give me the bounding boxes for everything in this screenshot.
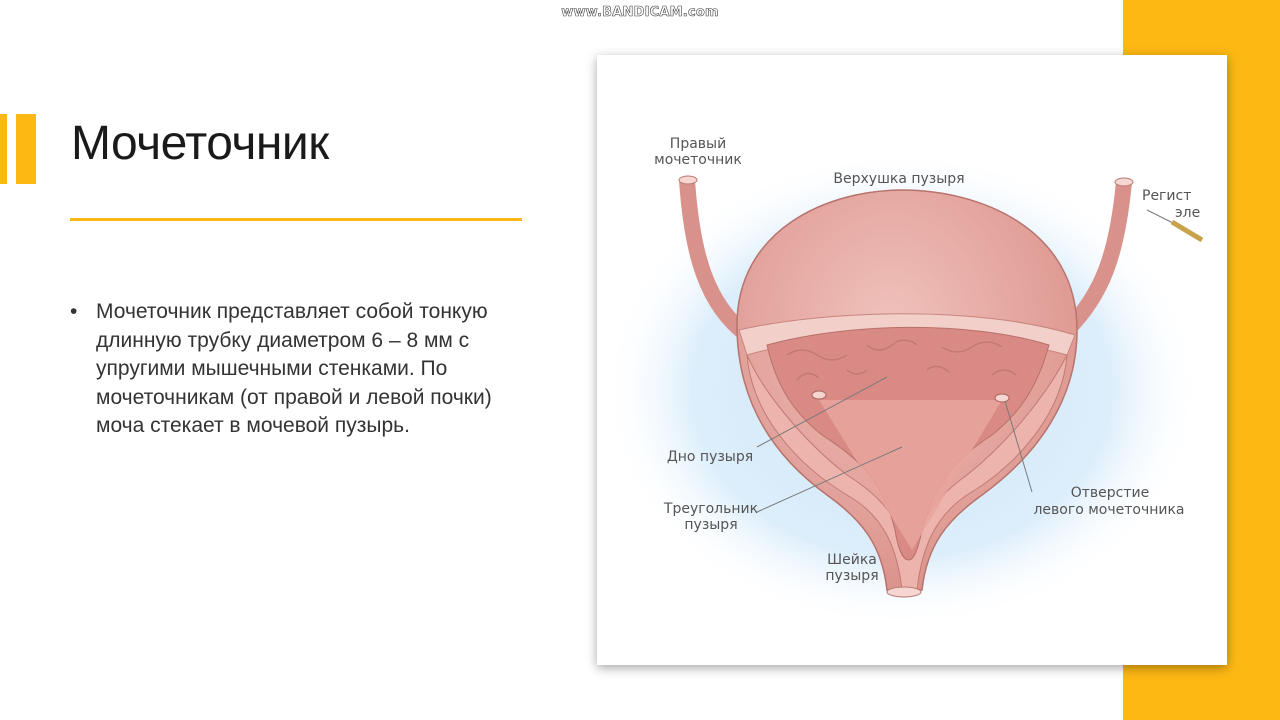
- left-ureter-orifice: [995, 394, 1009, 402]
- label-bottom: Дно пузыря: [666, 449, 754, 465]
- bullet-item: [70, 298, 540, 441]
- label-register: Регист: [1142, 188, 1192, 204]
- bladder-neck-opening: [887, 587, 921, 597]
- label-neck-2: пузыря: [825, 568, 879, 584]
- label-left-orifice: Отверстие: [1070, 485, 1150, 501]
- accent-bar-left-thick: [16, 114, 36, 184]
- left-ureter-end: [1115, 178, 1133, 186]
- label-apex: Верхушка пузыря: [833, 171, 965, 187]
- label-right-ureter-2: мочеточник: [654, 152, 742, 168]
- right-ureter-end: [679, 176, 697, 184]
- bullet-text: Мочеточник представляет собой тонкую длинную трубку диаметром 6 – 8 мм с упругими мышечными стенками. По мочеточникам (от правой и левой почки) моча стекает в мочевой пузырь.: [96, 300, 492, 437]
- bullet-list: [70, 298, 540, 441]
- slide-title: Мочеточник: [71, 117, 329, 170]
- bandicam-watermark: www.BANDICAM.com: [561, 5, 719, 20]
- label-register-2: эле: [1175, 205, 1201, 221]
- label-neck: Шейка: [827, 552, 877, 568]
- title-underline: [70, 218, 522, 221]
- accent-bar-left-thin: [0, 114, 7, 184]
- bladder-illustration-card: [597, 55, 1227, 665]
- right-ureter-orifice: [812, 391, 826, 399]
- label-right-ureter: Правый: [669, 136, 727, 152]
- label-trigone-2: пузыря: [684, 517, 738, 533]
- bladder-illustration: [597, 55, 1227, 665]
- probe: [1172, 222, 1202, 240]
- label-left-orifice-2: левого мочеточника: [1033, 502, 1185, 518]
- bullet-marker: •: [70, 300, 78, 323]
- label-trigone: Треугольник: [663, 501, 759, 517]
